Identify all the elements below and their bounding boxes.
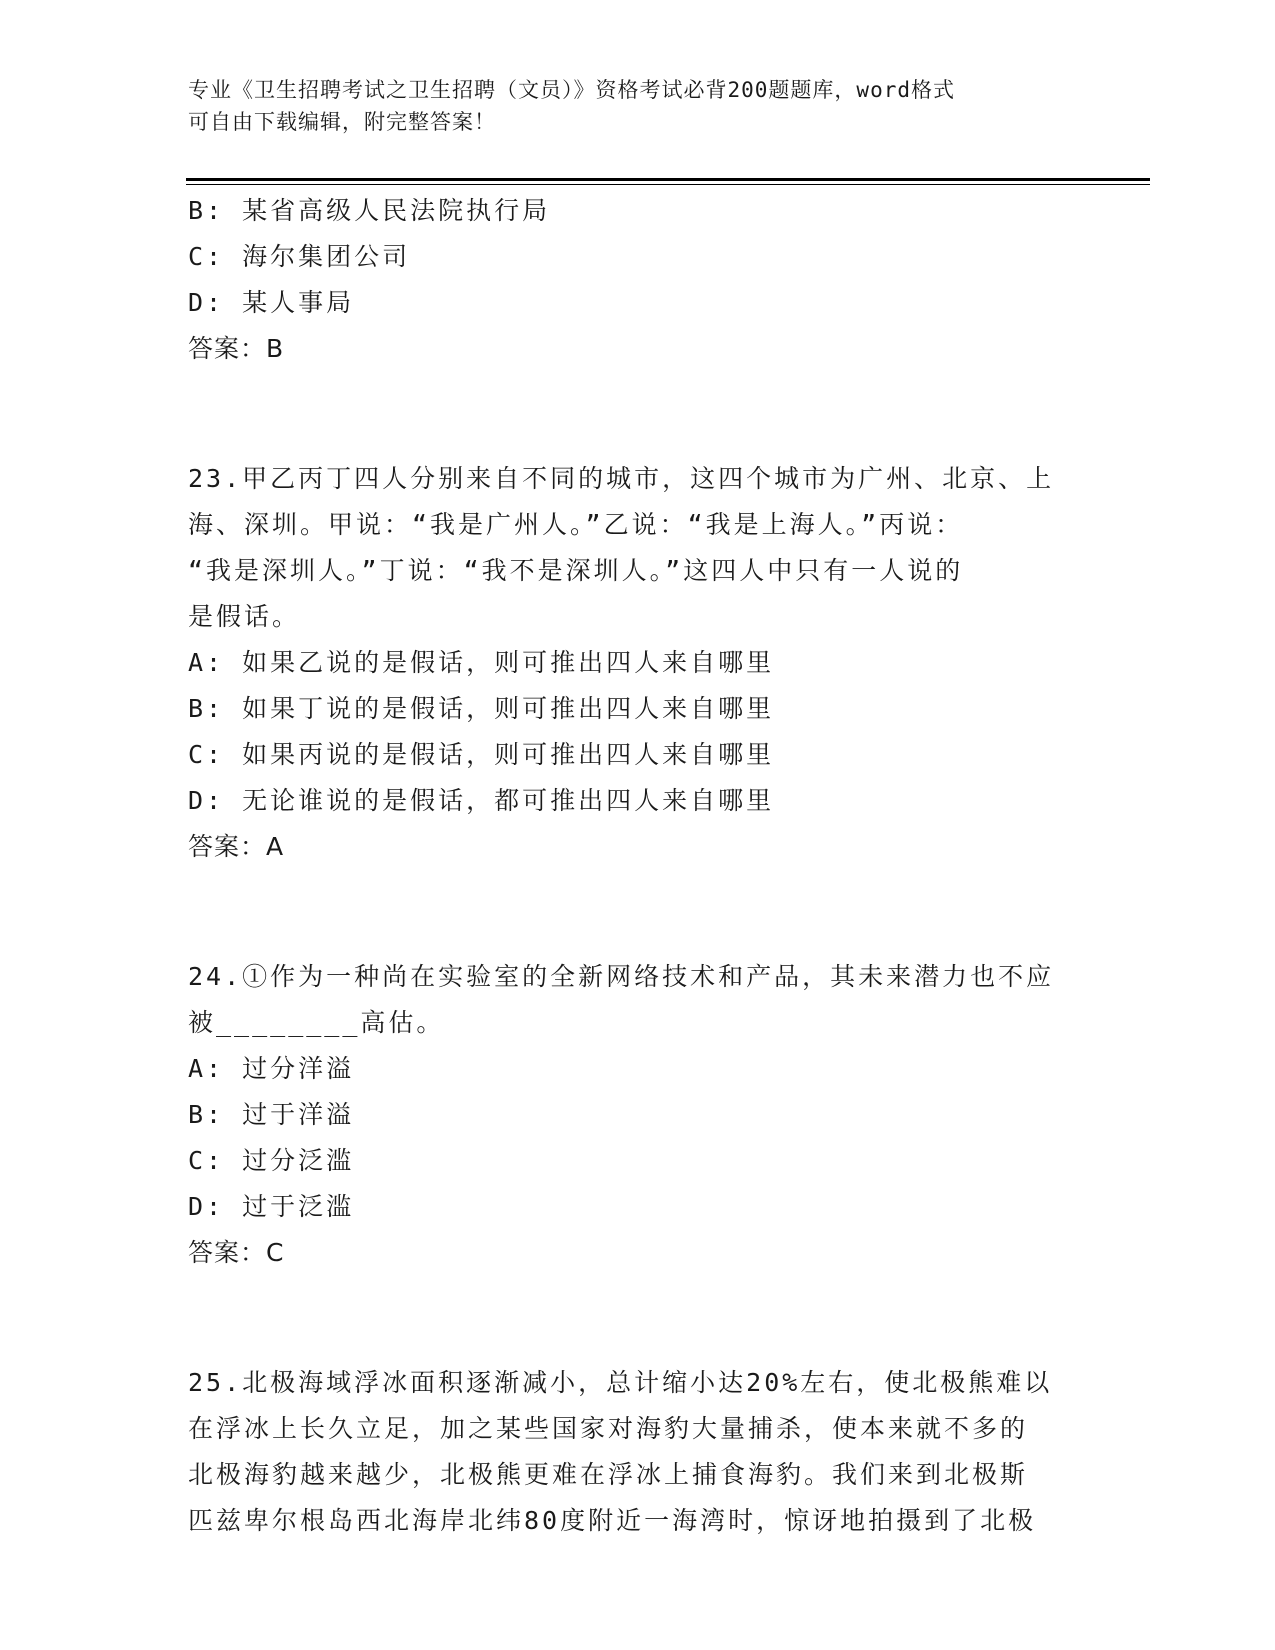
option-c: C: 过分泛滥 — [188, 1146, 355, 1175]
option-c: C: 如果丙说的是假话，则可推出四人来自哪里 — [188, 740, 775, 769]
question-text-line: 北极海豹越来越少，北极熊更难在浮冰上捕食海豹。我们来到北极斯 — [188, 1460, 1029, 1489]
question-text-line: 是假话。 — [188, 602, 301, 631]
header-rule-thin — [186, 184, 1150, 185]
header-line-1: 专业《卫生招聘考试之卫生招聘（文员）》资格考试必背200题题库，word格式 — [188, 78, 955, 102]
option-a: A: 如果乙说的是假话，则可推出四人来自哪里 — [188, 648, 775, 677]
option-b: B: 某省高级人民法院执行局 — [188, 196, 551, 225]
question-text-line: 24.①作为一种尚在实验室的全新网络技术和产品，其未来潜力也不应 — [188, 962, 1055, 991]
spacer — [188, 372, 1088, 456]
document-header — [188, 74, 1088, 138]
option-b: B: 如果丁说的是假话，则可推出四人来自哪里 — [188, 694, 775, 723]
spacer — [188, 870, 1088, 954]
option-d: D: 无论谁说的是假话，都可推出四人来自哪里 — [188, 786, 775, 815]
header-line-2: 可自由下载编辑，附完整答案！ — [188, 110, 496, 134]
question-text-line: 25.北极海域浮冰面积逐渐减小，总计缩小达20%左右，使北极熊难以 — [188, 1368, 1053, 1397]
question-25 — [188, 1360, 1088, 1544]
answer: 答案：B — [188, 334, 285, 363]
question-text-line: 23.甲乙丙丁四人分别来自不同的城市，这四个城市为广州、北京、上 — [188, 464, 1055, 493]
question-23 — [188, 456, 1088, 870]
question-text-line: 匹兹卑尔根岛西北海岸北纬80度附近一海湾时，惊讶地拍摄到了北极 — [188, 1506, 1037, 1535]
question-24 — [188, 954, 1088, 1276]
question-text-line: 海、深圳。甲说：“我是广州人。”乙说：“我是上海人。”丙说： — [188, 510, 964, 539]
answer: 答案：C — [188, 1238, 285, 1267]
header-rule-thick — [186, 178, 1150, 181]
answer: 答案：A — [188, 832, 285, 861]
option-a: A: 过分洋溢 — [188, 1054, 355, 1083]
document-body — [188, 188, 1088, 1544]
question-22-continued — [188, 188, 1088, 372]
question-text-line: 被________高估。 — [188, 1008, 445, 1037]
spacer — [188, 1276, 1088, 1360]
option-b: B: 过于洋溢 — [188, 1100, 355, 1129]
option-c: C: 海尔集团公司 — [188, 242, 411, 271]
question-text-line: 在浮冰上长久立足，加之某些国家对海豹大量捕杀，使本来就不多的 — [188, 1414, 1029, 1443]
question-text-line: “我是深圳人。”丁说：“我不是深圳人。”这四人中只有一人说的 — [188, 556, 964, 585]
option-d: D: 某人事局 — [188, 288, 355, 317]
option-d: D: 过于泛滥 — [188, 1192, 355, 1221]
